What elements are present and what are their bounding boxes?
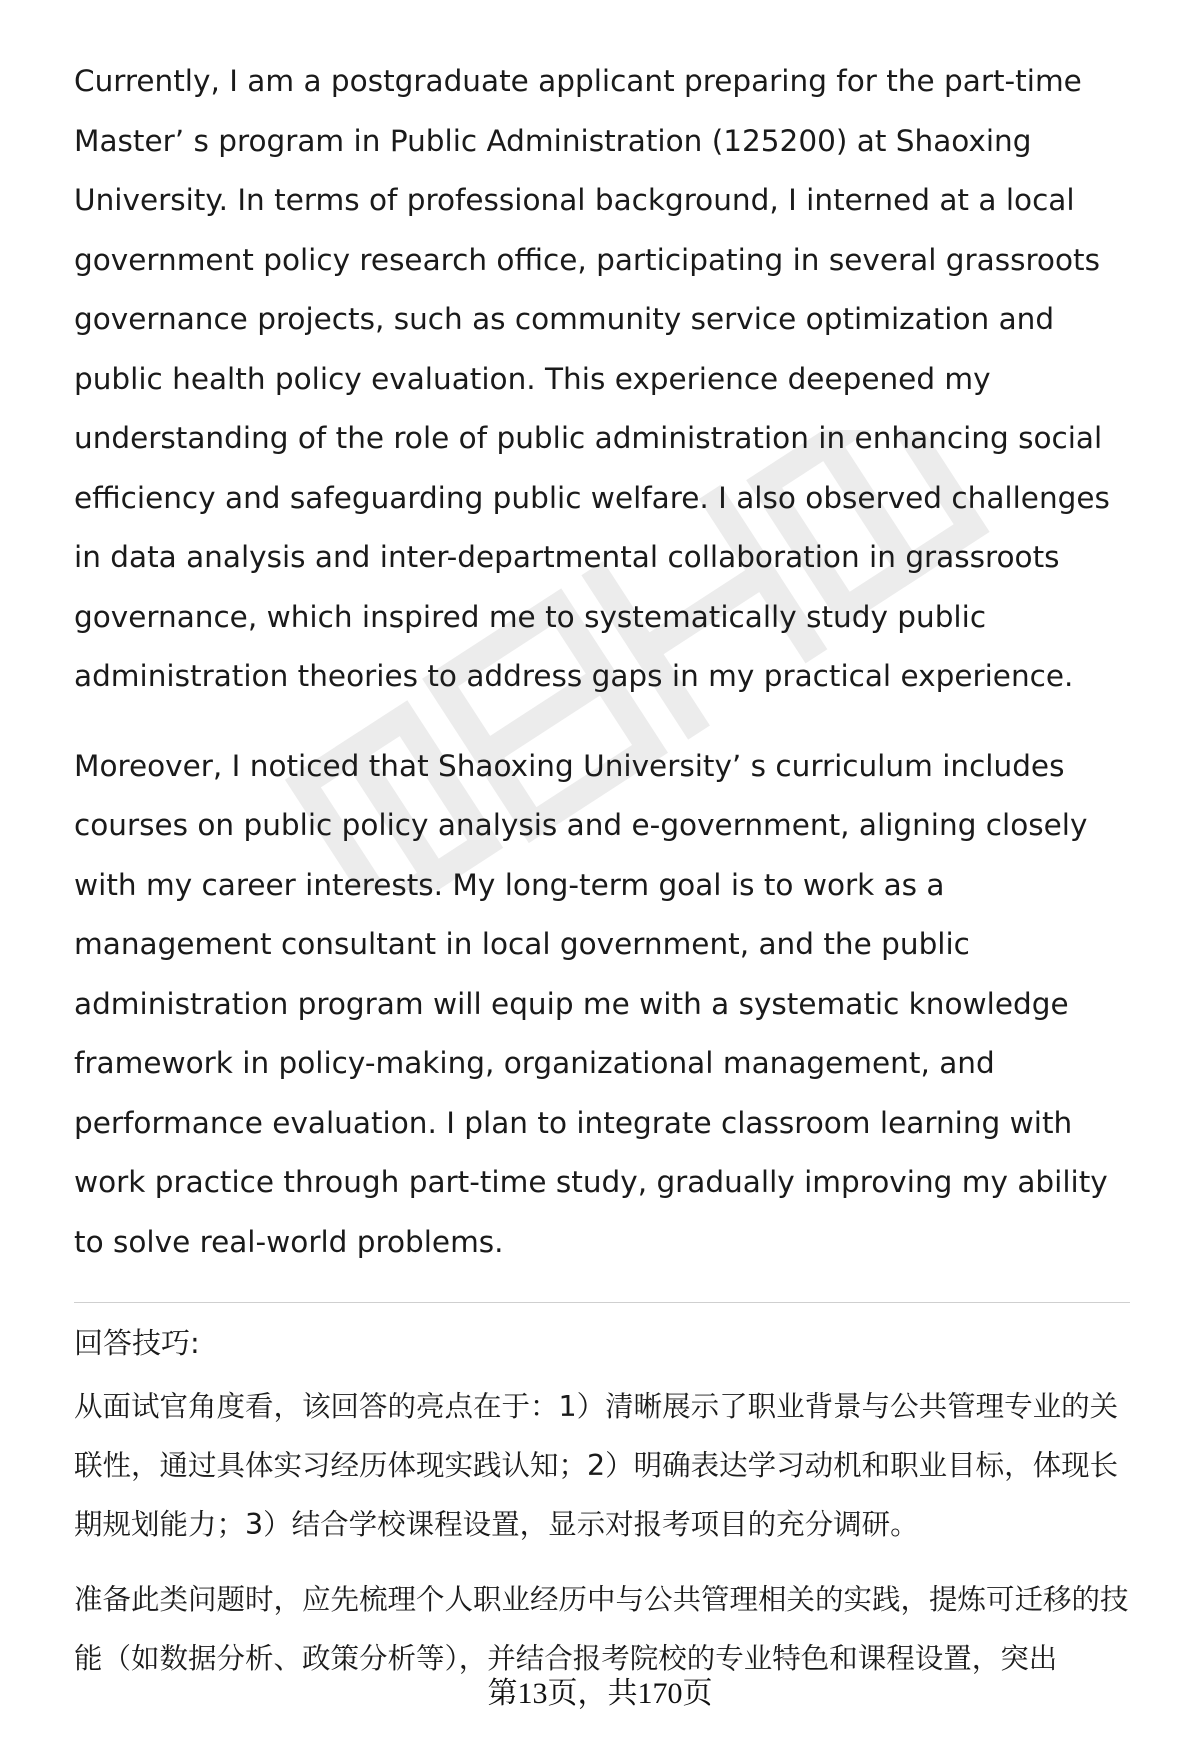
tips-paragraph-1: 从面试官角度看，该回答的亮点在于：1）清晰展示了职业背景与公共管理专业的关联性，通过具体实习经历体现实践认知；2）明确表达学习动机和职业目标，体现长期规划能力；3）结合学校课程设置，显示对报考项目的充分调研。	[74, 1390, 1119, 1541]
page-number-footer: 第13页，共170页	[487, 1677, 713, 1710]
english-paragraph-1: Currently, I am a postgraduate applicant preparing for the part-time Master’ s program in Public Administration (125200) at Shaoxing University. In terms of professional background, I interned at a local government policy research office, participating in several grassroots governance projects, such as community service optimization and public health policy evaluation. This experience deepened my understanding of the role of public administration in enhancing social efficiency and safeguarding public welfare. I also observed challenges in data analysis and inter-departmental collaboration in grassroots governance, which inspired me to systematically study public administration theories to address gaps in my practical experience.	[74, 64, 1110, 693]
english-paragraph-2: Moreover, I noticed that Shaoxing University’ s curriculum includes courses on public policy analysis and e-government, aligning closely with my career interests. My long-term goal is to work as a management consultant in local government, and the public administration program will equip me with a systematic knowledge framework in policy-making, organizational management, and performance evaluation. I plan to integrate classroom learning with work practice through part-time study, gradually improving my ability to solve real-world problems.	[74, 748, 1108, 1259]
tips-paragraph-2: 准备此类问题时，应先梳理个人职业经历中与公共管理相关的实践，提炼可迁移的技能（如数据分析、政策分析等），并结合报考院校的专业特色和课程设置，突出	[74, 1583, 1129, 1675]
tips-heading: 回答技巧:	[74, 1326, 200, 1360]
section-divider	[74, 1302, 1130, 1303]
